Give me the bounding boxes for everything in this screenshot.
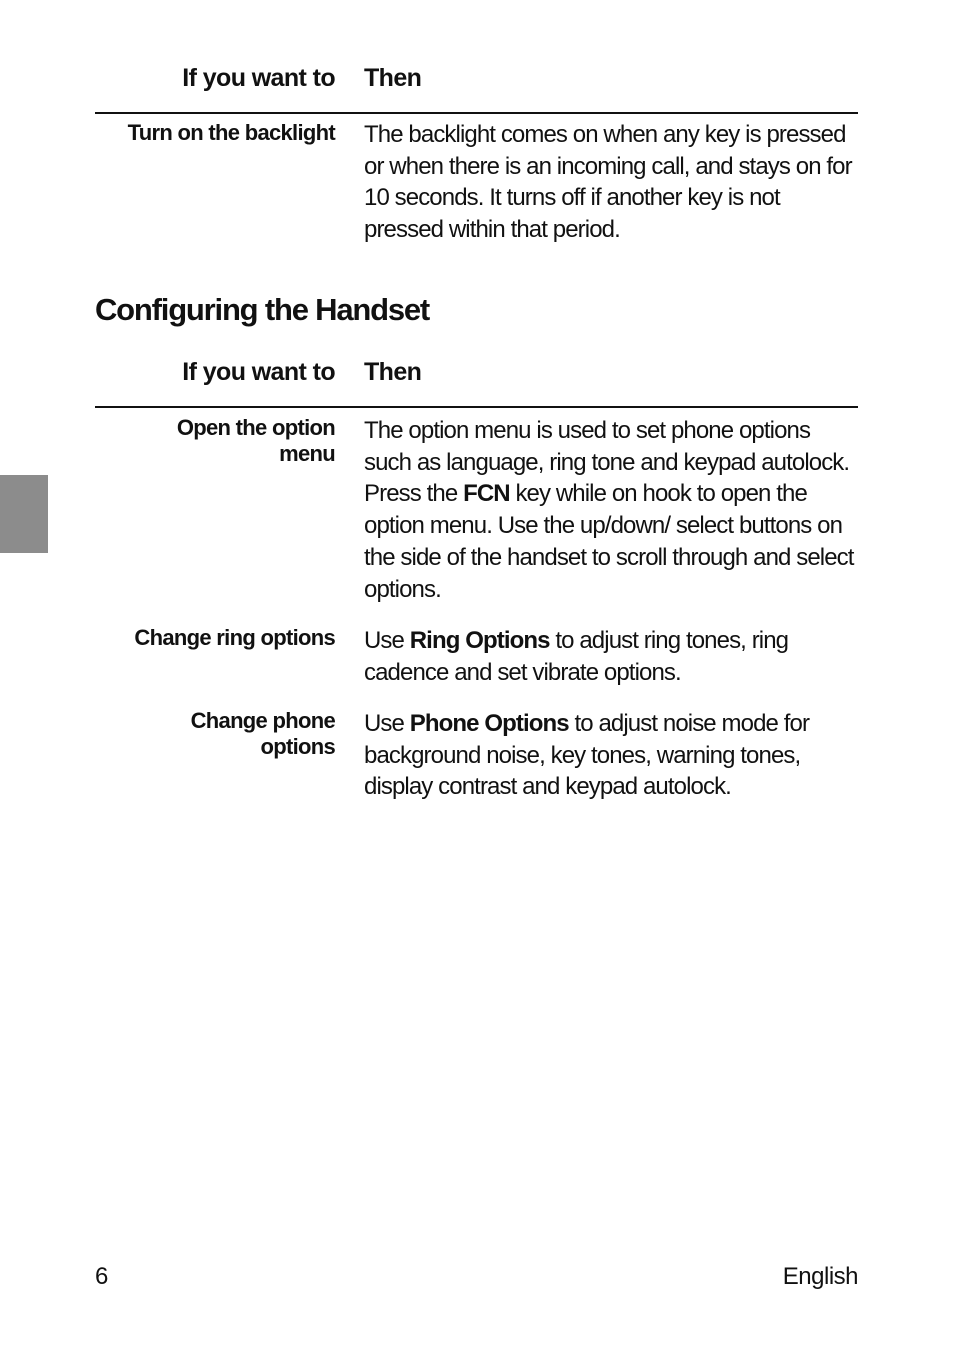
desc-text: to adjust noise mode for background noise, key tones, warning tones, display contrast and keypad autolock.: [364, 710, 810, 801]
row-action: Change ring options: [134, 625, 335, 650]
desc-text: to adjust ring tones, ring cadence and set vibrate options.: [364, 627, 789, 686]
row-description: The backlight comes on when any key is pressed or when there is an incoming call, and stays on for 10 seconds. It turns off if another key is not pressed within that period.: [364, 121, 852, 244]
row-description: [364, 415, 858, 605]
page-number: 6: [95, 1263, 109, 1290]
footer-language: English: [782, 1263, 858, 1290]
fcn-key-label: FCN: [463, 480, 510, 508]
header-rule: [95, 112, 858, 114]
desc-text: key while on hook to open the option menu. Use the up/down/ select buttons on the side of the handset to scroll through and select options.: [364, 480, 854, 603]
desc-text: The option menu is used to set phone options such as language, ring tone and keypad autolock. Press the: [364, 417, 850, 508]
row-action: Turn on the backlight: [127, 120, 335, 145]
row-action-line2: menu: [279, 441, 335, 466]
row-action-line1: Open the option: [176, 415, 335, 440]
ring-options-label: Ring Options: [409, 627, 550, 654]
row-action: [95, 415, 335, 467]
table-header: [95, 64, 858, 104]
phone-options-label: Phone Options: [409, 710, 569, 737]
chapter-tab-marker: [0, 475, 48, 553]
row-description: [364, 708, 858, 803]
row-action-line1: Change phone: [190, 708, 335, 733]
row-action: [95, 708, 335, 760]
row-description: [364, 625, 858, 688]
table-header: [95, 358, 858, 398]
section-title: Configuring the Handset: [95, 292, 430, 327]
header-if-you-want-to: If you want to: [182, 64, 335, 92]
header-then: Then: [364, 358, 422, 386]
desc-text: Use: [364, 627, 410, 654]
header-rule: [95, 406, 858, 408]
backlight-table: [95, 64, 858, 244]
header-if-you-want-to: If you want to: [182, 358, 335, 386]
desc-text: Use: [364, 710, 410, 737]
handset-config-table: [95, 358, 858, 801]
header-then: Then: [364, 64, 422, 92]
row-action-line2: options: [260, 734, 335, 759]
